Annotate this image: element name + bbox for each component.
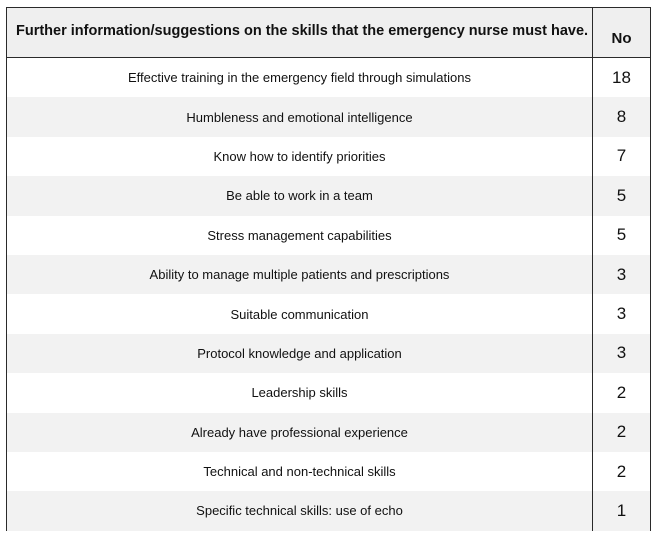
row-skill: Know how to identify priorities [213,148,386,164]
row-count: 2 [592,373,650,412]
table-row [7,255,650,294]
table-row [7,334,650,373]
row-count: 2 [592,452,650,491]
row-count: 1 [592,491,650,530]
row-skill: Ability to manage multiple patients and prescriptions [149,267,450,283]
header-skill: Further information/suggestions on the skills that the emergency nurse must have. [16,23,589,39]
table-body [7,58,650,531]
row-skill: Suitable communication [230,306,369,322]
table-header [7,8,650,58]
row-count: 3 [592,294,650,333]
table-row [7,452,650,491]
row-count: 5 [592,176,650,215]
row-skill: Be able to work in a team [226,188,373,204]
row-skill: Leadership skills [251,385,348,401]
table-row [7,413,650,452]
row-skill: Technical and non-technical skills [203,464,396,480]
row-count: 3 [592,255,650,294]
skills-table [6,7,651,531]
row-count: 18 [592,58,650,97]
table-row [7,491,650,530]
row-count: 2 [592,413,650,452]
row-skill: Protocol knowledge and application [197,345,402,361]
row-count: 7 [592,137,650,176]
table-row [7,373,650,412]
table-row [7,137,650,176]
table-row [7,97,650,136]
row-skill: Already have professional experience [191,424,408,440]
table-row [7,294,650,333]
row-count: 8 [592,97,650,136]
row-count: 3 [592,334,650,373]
header-count: No [592,8,650,57]
row-skill: Stress management capabilities [207,227,392,243]
table-row [7,58,650,97]
row-skill: Humbleness and emotional intelligence [186,109,413,125]
row-skill: Effective training in the emergency field through simulations [127,70,471,86]
row-skill: Specific technical skills: use of echo [196,503,403,519]
row-count: 5 [592,216,650,255]
table-row [7,216,650,255]
table-row [7,176,650,215]
